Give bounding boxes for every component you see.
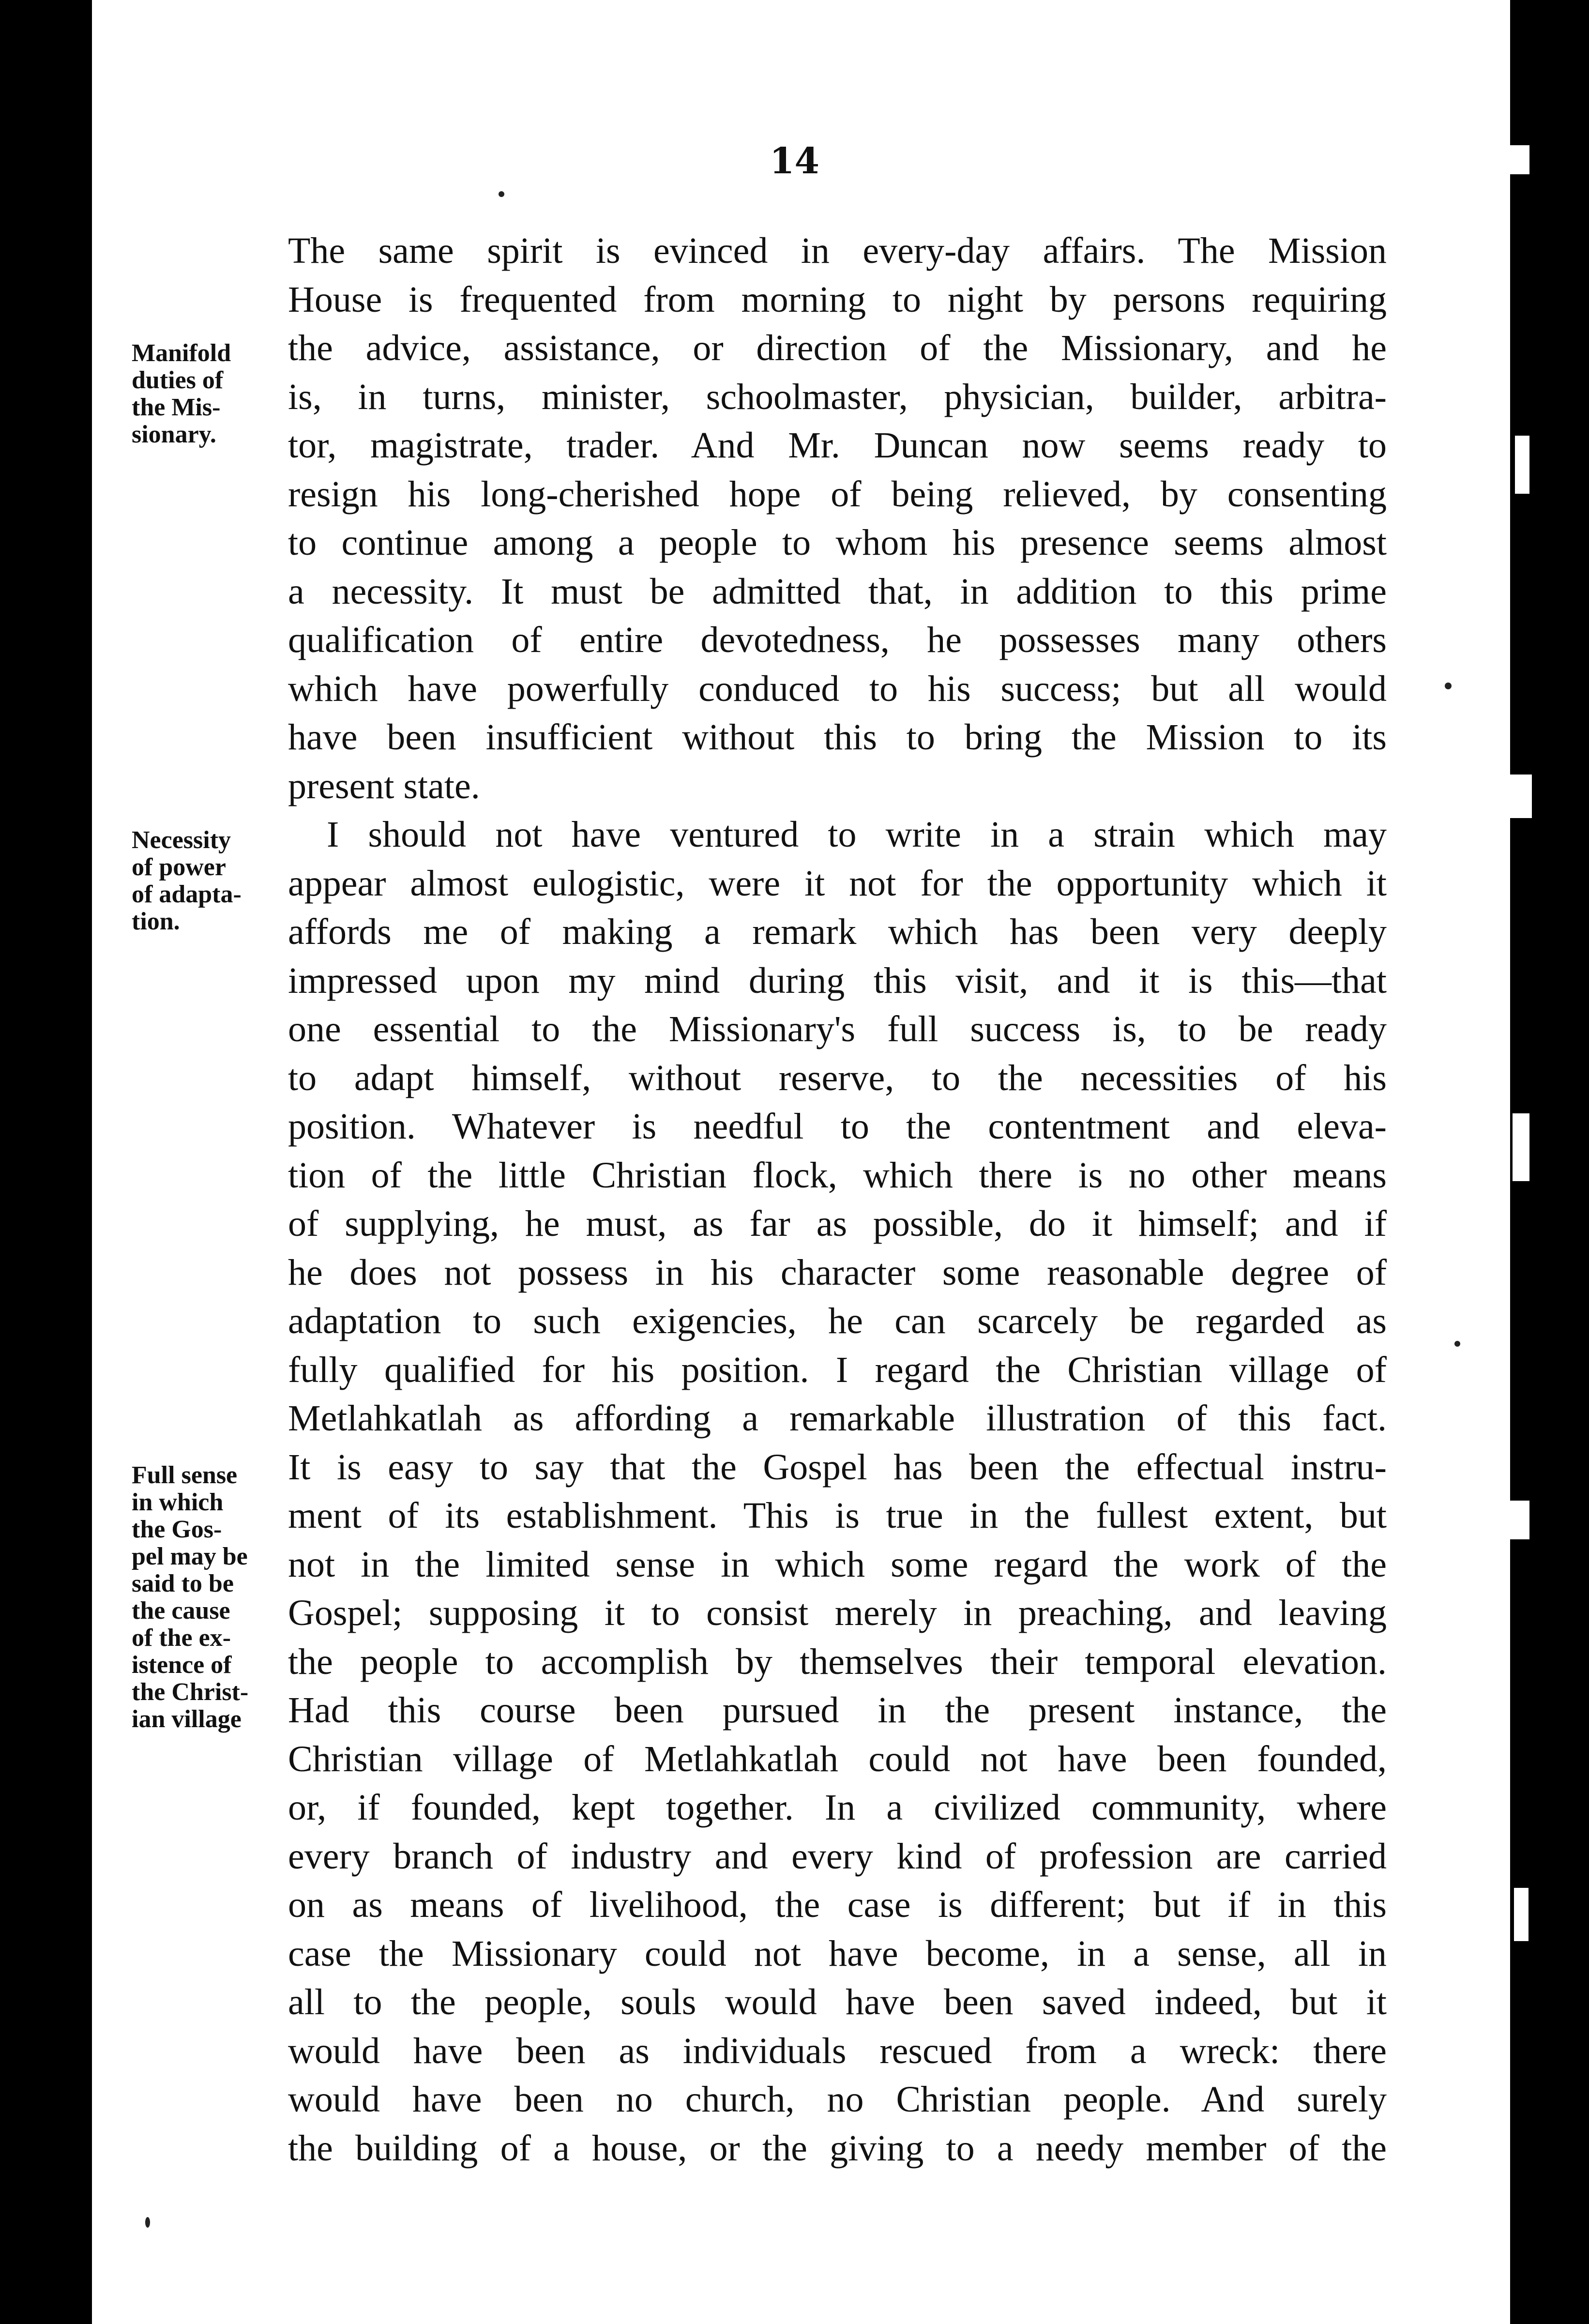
text-line: on as means of livelihood, the case is different; but if in this	[288, 1884, 1387, 1925]
body-text	[288, 227, 1387, 2172]
text-line: to continue among a people to whom his presence seems almost	[288, 522, 1387, 563]
text-line: resign his long-cherished hope of being relieved, by consenting	[288, 473, 1387, 515]
text-line: a necessity. It must be admitted that, in addition to this prime	[288, 571, 1387, 612]
scan-edge-mark	[1514, 1888, 1528, 1941]
text-line: tion of the little Christian flock, which there is no other means	[288, 1154, 1387, 1196]
text-line: Gospel; supposing it to consist merely in preaching, and leaving	[288, 1593, 1387, 1633]
text-line: is, in turns, minister, schoolmaster, physician, builder, arbitra-	[288, 376, 1387, 417]
scan-speck	[1445, 683, 1452, 689]
scan-edge-mark	[1510, 1501, 1529, 1539]
text-line: qualification of entire devotedness, he possesses many others	[288, 620, 1387, 660]
text-line: have been insufficient without this to bring the Mission to its	[288, 717, 1387, 758]
margin-note-adaptation: Necessity of power of adapta- tion.	[132, 826, 242, 935]
text-line: It is easy to say that the Gospel has been the effectual instru-	[288, 1446, 1387, 1488]
scan-speck	[499, 191, 504, 197]
text-line: every branch of industry and every kind of profession are carried	[288, 1836, 1387, 1877]
text-line: impressed upon my mind during this visit, and it is this—that	[288, 960, 1387, 1001]
text-line: affords me of making a remark which has been very deeply	[288, 911, 1387, 952]
text-line: fully qualified for his position. I regard the Christian village of	[288, 1349, 1387, 1390]
text-line: I should not have ventured to write in a strain which may	[327, 814, 1387, 855]
text-line: adaptation to such exigencies, he can scarcely be regarded as	[288, 1301, 1387, 1341]
text-line: of supplying, he must, as far as possible, do it himself; and if	[288, 1203, 1387, 1244]
scan-speck	[1454, 1341, 1460, 1347]
margin-note-gospel-sense: Full sense in which the Gos- pel may be said to be the cause of the ex- istence of the Christ- ian village	[132, 1461, 249, 1733]
text-line: tor, magistrate, trader. And Mr. Duncan now seems ready to	[288, 425, 1387, 466]
text-line: Had this course been pursued in the present instance, the	[288, 1690, 1387, 1731]
text-line: he does not possess in his character some reasonable degree of	[288, 1252, 1387, 1293]
scan-speck	[145, 2217, 150, 2228]
text-line: ment of its establishment. This is true in the fullest extent, but	[288, 1495, 1387, 1536]
text-line: appear almost eulogistic, were it not for the opportunity which it	[288, 863, 1387, 904]
text-line: Metlahkatlah as affording a remarkable illustration of this fact.	[288, 1398, 1387, 1439]
text-line: present state.	[288, 765, 480, 806]
text-line: Christian village of Metlahkatlah could not have been founded,	[288, 1738, 1387, 1779]
scan-edge-mark	[1515, 436, 1529, 494]
text-line: or, if founded, kept together. In a civilized community, where	[288, 1787, 1387, 1828]
scan-edge-mark	[1510, 775, 1532, 818]
text-line: would have been no church, no Christian people. And surely	[288, 2079, 1387, 2120]
text-line: the building of a house, or the giving to a needy member of the	[288, 2127, 1387, 2169]
text-line: case the Missionary could not have become, in a sense, all in	[288, 1933, 1387, 1974]
text-line: to adapt himself, without reserve, to the necessities of his	[288, 1057, 1387, 1098]
text-line: not in the limited sense in which some regard the work of the	[288, 1544, 1387, 1585]
text-line: the advice, assistance, or direction of the Missionary, and he	[288, 328, 1387, 368]
text-line: all to the people, souls would have been saved indeed, but it	[288, 1982, 1387, 2022]
text-line: position. Whatever is needful to the contentment and eleva-	[288, 1106, 1387, 1147]
text-line: would have been as individuals rescued from a wreck: there	[288, 2030, 1387, 2071]
text-line: the people to accomplish by themselves their temporal elevation.	[288, 1641, 1387, 1682]
text-line: which have powerfully conduced to his success; but all would	[288, 668, 1387, 709]
text-line: one essential to the Missionary's full success is, to be ready	[288, 1009, 1387, 1049]
text-line: House is frequented from morning to night by persons requiring	[288, 279, 1387, 320]
page-number: 14	[770, 140, 819, 182]
scan-edge-mark	[1513, 1113, 1529, 1181]
margin-note-manifold-duties: Manifold duties of the Mis- sionary.	[132, 339, 231, 448]
scan-edge-right	[1510, 0, 1589, 2324]
text-line: The same spirit is evinced in every-day affairs. The Mission	[288, 230, 1387, 271]
